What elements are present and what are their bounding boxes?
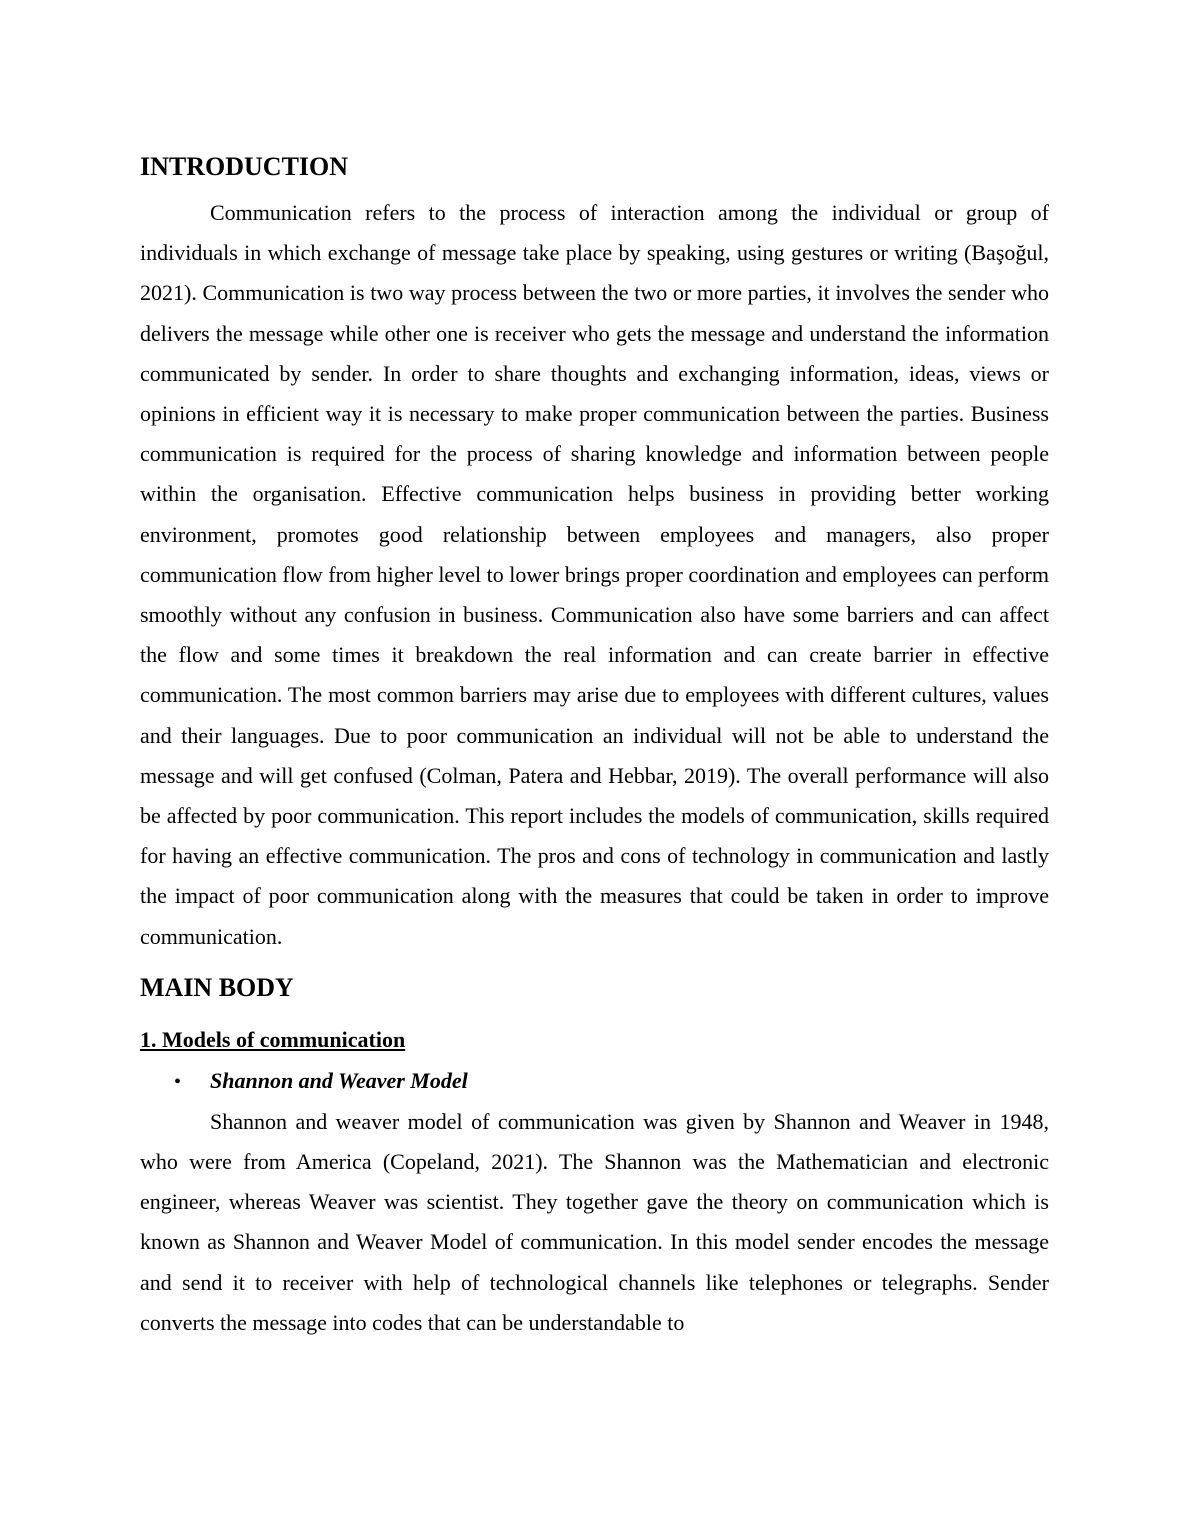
introduction-paragraph: Communication refers to the process of interaction among the individual or group of individuals in which exchange of message take place by speaking, using gestures or writing (Başoğul, 2021). Communication is two way process between the two or more parties, it involves the sender who delivers the message while other one is receiver who gets the message and understand the information communicated by sender. In order to share thoughts and exchanging information, ideas, views or opinions in efficient way it is necessary to make proper communication between the parties. Business communication is required for the process of sharing knowledge and information between people within the organisation. Effective communication helps business in providing better working environment, promotes good relationship between employees and managers, also proper communication flow from higher level to lower brings proper coordination and employees can perform smoothly without any confusion in business. Communication also have some barriers and can affect the flow and some times it breakdown the real information and can create barrier in effective communication. The most common barriers may arise due to employees with different cultures, values and their languages. Due to poor communication an individual will not be able to understand the message and will get confused (Colman, Patera and Hebbar, 2019). The overall performance will also be affected by poor communication. This report includes the models of communication, skills required for having an effective communication. The pros and cons of technology in communication and lastly the impact of poor communication along with the measures that could be taken in order to improve communication. xyxy=(140,200,1049,949)
bullet-icon: • xyxy=(174,1070,182,1093)
models-of-communication-heading: 1. Models of communication xyxy=(140,1026,406,1052)
shannon-weaver-paragraph: Shannon and weaver model of communication was given by Shannon and Weaver in 1948, who were from America (Copeland, 2021). The Shannon was the Mathematician and electronic engineer, whereas Weaver was scientist. They together gave the theory on communication which is known as Shannon and Weaver Model of communication. In this model sender encodes the message and send it to receiver with help of technological channels like telephones or telegraphs. Sender converts the message into codes that can be understandable to xyxy=(140,1108,1049,1335)
bullet-item-shannon-weaver xyxy=(140,1061,1049,1102)
bullet-label: Shannon and Weaver Model xyxy=(210,1067,468,1093)
main-body-heading: MAIN BODY xyxy=(140,972,294,1002)
document-page xyxy=(140,150,1049,1343)
introduction-heading: INTRODUCTION xyxy=(140,152,349,181)
